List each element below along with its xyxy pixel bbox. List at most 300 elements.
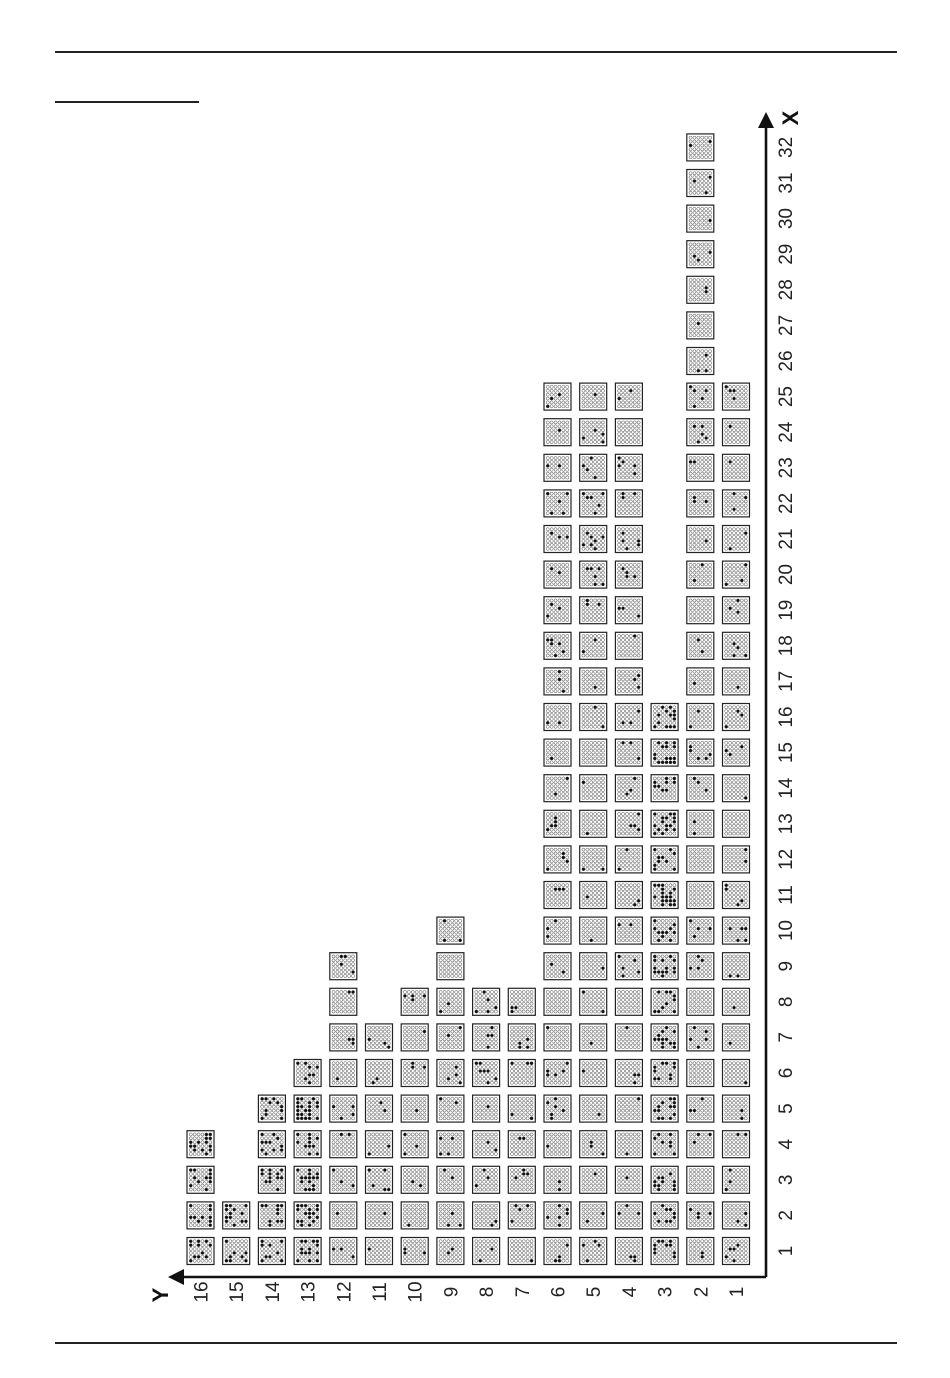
empty-dot bbox=[729, 464, 732, 467]
empty-dot bbox=[601, 468, 604, 471]
empty-dot bbox=[705, 496, 708, 499]
empty-dot bbox=[701, 318, 704, 321]
empty-dot bbox=[701, 638, 704, 641]
empty-dot bbox=[725, 682, 728, 685]
empty-dot bbox=[705, 714, 708, 717]
empty-dot bbox=[558, 1073, 561, 1076]
empty-dot bbox=[653, 998, 656, 1001]
empty-dot bbox=[566, 1216, 569, 1219]
empty-dot bbox=[689, 282, 692, 285]
empty-dot bbox=[586, 1149, 589, 1152]
empty-dot bbox=[701, 405, 704, 408]
empty-dot bbox=[709, 690, 712, 693]
empty-dot bbox=[594, 433, 597, 436]
empty-dot bbox=[598, 955, 601, 958]
empty-dot bbox=[697, 963, 700, 966]
empty-dot bbox=[701, 496, 704, 499]
empty-dot bbox=[554, 1255, 557, 1258]
empty-dot bbox=[625, 496, 628, 499]
empty-dot bbox=[594, 998, 597, 1001]
empty-dot bbox=[582, 1212, 585, 1215]
empty-dot bbox=[562, 1240, 565, 1243]
empty-dot bbox=[740, 796, 743, 799]
empty-dot bbox=[733, 1145, 736, 1148]
empty-dot bbox=[705, 991, 708, 994]
empty-dot bbox=[736, 1176, 739, 1179]
empty-dot bbox=[625, 1133, 628, 1136]
empty-dot bbox=[729, 714, 732, 717]
empty-dot bbox=[601, 1172, 604, 1175]
empty-dot bbox=[725, 618, 728, 621]
dot-cell bbox=[723, 953, 750, 980]
filled-dot bbox=[725, 888, 728, 891]
empty-dot bbox=[554, 1046, 557, 1049]
empty-dot bbox=[709, 793, 712, 796]
empty-dot bbox=[733, 512, 736, 515]
empty-dot bbox=[558, 1042, 561, 1045]
empty-dot bbox=[622, 599, 625, 602]
dot-cell bbox=[580, 490, 607, 517]
filled-dot bbox=[657, 1038, 660, 1041]
empty-dot bbox=[701, 152, 704, 155]
empty-dot bbox=[590, 547, 593, 550]
empty-dot bbox=[705, 504, 708, 507]
empty-dot bbox=[629, 476, 632, 479]
empty-dot bbox=[601, 539, 604, 542]
empty-dot bbox=[554, 1141, 557, 1144]
empty-dot bbox=[582, 1141, 585, 1144]
empty-dot bbox=[558, 1006, 561, 1009]
empty-dot bbox=[594, 646, 597, 649]
empty-dot bbox=[701, 294, 704, 297]
empty-dot bbox=[653, 860, 656, 863]
dot-cell bbox=[580, 1131, 607, 1158]
filled-dot bbox=[669, 991, 672, 994]
empty-dot bbox=[669, 785, 672, 788]
filled-dot bbox=[657, 828, 660, 831]
filled-dot bbox=[744, 927, 747, 930]
empty-dot bbox=[550, 1077, 553, 1080]
empty-dot bbox=[744, 425, 747, 428]
empty-dot bbox=[733, 852, 736, 855]
empty-dot bbox=[697, 618, 700, 621]
empty-dot bbox=[590, 816, 593, 819]
empty-dot bbox=[629, 401, 632, 404]
empty-dot bbox=[697, 583, 700, 586]
empty-dot bbox=[637, 528, 640, 531]
empty-dot bbox=[625, 816, 628, 819]
empty-dot bbox=[618, 1101, 621, 1104]
empty-dot bbox=[629, 437, 632, 440]
empty-dot bbox=[709, 1097, 712, 1100]
filled-dot bbox=[705, 290, 708, 293]
empty-dot bbox=[633, 1141, 636, 1144]
empty-dot bbox=[622, 1042, 625, 1045]
empty-dot bbox=[633, 927, 636, 930]
empty-dot bbox=[629, 567, 632, 570]
empty-dot bbox=[637, 603, 640, 606]
empty-dot bbox=[661, 813, 664, 816]
empty-dot bbox=[693, 476, 696, 479]
empty-dot bbox=[622, 860, 625, 863]
empty-dot bbox=[653, 1141, 656, 1144]
empty-dot bbox=[550, 1026, 553, 1029]
empty-dot bbox=[740, 1073, 743, 1076]
empty-dot bbox=[590, 888, 593, 891]
empty-dot bbox=[729, 1149, 732, 1152]
empty-dot bbox=[669, 888, 672, 891]
empty-dot bbox=[725, 856, 728, 859]
empty-dot bbox=[701, 1248, 704, 1251]
empty-dot bbox=[637, 955, 640, 958]
empty-dot bbox=[733, 816, 736, 819]
empty-dot bbox=[697, 895, 700, 898]
empty-dot bbox=[622, 757, 625, 760]
empty-dot bbox=[744, 828, 747, 831]
empty-dot bbox=[598, 393, 601, 396]
empty-dot bbox=[637, 1248, 640, 1251]
empty-dot bbox=[705, 1255, 708, 1258]
empty-dot bbox=[594, 492, 597, 495]
filled-dot bbox=[673, 1188, 676, 1191]
empty-dot bbox=[562, 994, 565, 997]
empty-dot bbox=[701, 504, 704, 507]
empty-dot bbox=[622, 1073, 625, 1076]
filled-dot bbox=[733, 389, 736, 392]
empty-dot bbox=[701, 1010, 704, 1013]
empty-dot bbox=[701, 753, 704, 756]
empty-dot bbox=[637, 678, 640, 681]
empty-dot bbox=[697, 789, 700, 792]
empty-dot bbox=[693, 638, 696, 641]
empty-dot bbox=[637, 437, 640, 440]
empty-dot bbox=[601, 994, 604, 997]
empty-dot bbox=[693, 314, 696, 317]
empty-dot bbox=[582, 389, 585, 392]
empty-dot bbox=[657, 813, 660, 816]
empty-dot bbox=[594, 385, 597, 388]
filled-dot bbox=[669, 955, 672, 958]
empty-dot bbox=[705, 279, 708, 282]
empty-dot bbox=[693, 749, 696, 752]
empty-dot bbox=[689, 563, 692, 566]
empty-dot bbox=[693, 678, 696, 681]
empty-dot bbox=[582, 1109, 585, 1112]
empty-dot bbox=[709, 512, 712, 515]
empty-dot bbox=[701, 931, 704, 934]
empty-dot bbox=[633, 714, 636, 717]
empty-dot bbox=[725, 1212, 728, 1215]
empty-dot bbox=[637, 642, 640, 645]
empty-dot bbox=[625, 813, 628, 816]
empty-dot bbox=[554, 1002, 557, 1005]
empty-dot bbox=[633, 1133, 636, 1136]
filled-dot bbox=[653, 1152, 656, 1155]
empty-dot bbox=[693, 326, 696, 329]
empty-dot bbox=[697, 286, 700, 289]
filled-dot bbox=[729, 547, 732, 550]
empty-dot bbox=[705, 536, 708, 539]
filled-dot bbox=[657, 1184, 660, 1187]
empty-dot bbox=[673, 860, 676, 863]
empty-dot bbox=[629, 1141, 632, 1144]
empty-dot bbox=[633, 1176, 636, 1179]
empty-dot bbox=[729, 967, 732, 970]
empty-dot bbox=[661, 721, 664, 724]
filled-dot bbox=[657, 1105, 660, 1108]
empty-dot bbox=[586, 796, 589, 799]
empty-dot bbox=[729, 1137, 732, 1140]
empty-dot bbox=[661, 1133, 664, 1136]
empty-dot bbox=[601, 1141, 604, 1144]
empty-dot bbox=[701, 721, 704, 724]
empty-dot bbox=[629, 714, 632, 717]
empty-dot bbox=[744, 785, 747, 788]
empty-dot bbox=[729, 646, 732, 649]
empty-dot bbox=[693, 895, 696, 898]
empty-dot bbox=[744, 1188, 747, 1191]
empty-dot bbox=[598, 816, 601, 819]
empty-dot bbox=[744, 472, 747, 475]
filled-dot bbox=[637, 674, 640, 677]
empty-dot bbox=[729, 1077, 732, 1080]
filled-dot bbox=[582, 543, 585, 546]
empty-dot bbox=[744, 919, 747, 922]
empty-dot bbox=[566, 1137, 569, 1140]
empty-dot bbox=[673, 1208, 676, 1211]
empty-dot bbox=[622, 1010, 625, 1013]
empty-dot bbox=[598, 860, 601, 863]
empty-dot bbox=[637, 1133, 640, 1136]
empty-dot bbox=[546, 1113, 549, 1116]
empty-dot bbox=[729, 745, 732, 748]
filled-dot bbox=[554, 1259, 557, 1262]
empty-dot bbox=[701, 176, 704, 179]
empty-dot bbox=[657, 1216, 660, 1219]
empty-dot bbox=[598, 761, 601, 764]
empty-dot bbox=[598, 457, 601, 460]
empty-dot bbox=[725, 1180, 728, 1183]
empty-dot bbox=[705, 251, 708, 254]
filled-dot bbox=[697, 1216, 700, 1219]
empty-dot bbox=[554, 1077, 557, 1080]
empty-dot bbox=[733, 1030, 736, 1033]
empty-dot bbox=[622, 796, 625, 799]
empty-dot bbox=[653, 903, 656, 906]
filled-dot bbox=[661, 1117, 664, 1120]
empty-dot bbox=[733, 429, 736, 432]
empty-dot bbox=[733, 717, 736, 720]
empty-dot bbox=[701, 935, 704, 938]
filled-dot bbox=[701, 959, 704, 962]
empty-dot bbox=[697, 856, 700, 859]
empty-dot bbox=[622, 959, 625, 962]
filled-dot bbox=[661, 959, 664, 962]
empty-dot bbox=[554, 1169, 557, 1172]
empty-dot bbox=[705, 1101, 708, 1104]
filled-dot bbox=[625, 1026, 628, 1029]
empty-dot bbox=[633, 401, 636, 404]
empty-dot bbox=[689, 429, 692, 432]
empty-dot bbox=[697, 820, 700, 823]
empty-dot bbox=[729, 401, 732, 404]
filled-dot bbox=[665, 745, 668, 748]
empty-dot bbox=[697, 1081, 700, 1084]
empty-dot bbox=[633, 745, 636, 748]
empty-dot bbox=[622, 1066, 625, 1069]
empty-dot bbox=[709, 1248, 712, 1251]
empty-dot bbox=[725, 816, 728, 819]
filled-dot bbox=[637, 710, 640, 713]
empty-dot bbox=[637, 563, 640, 566]
empty-dot bbox=[744, 678, 747, 681]
empty-dot bbox=[550, 1255, 553, 1258]
empty-dot bbox=[625, 1101, 628, 1104]
empty-dot bbox=[562, 1002, 565, 1005]
empty-dot bbox=[622, 401, 625, 404]
empty-dot bbox=[736, 1216, 739, 1219]
filled-dot bbox=[689, 460, 692, 463]
empty-dot bbox=[689, 365, 692, 368]
empty-dot bbox=[586, 563, 589, 566]
empty-dot bbox=[709, 152, 712, 155]
empty-dot bbox=[594, 650, 597, 653]
empty-dot bbox=[733, 1224, 736, 1227]
empty-dot bbox=[598, 1026, 601, 1029]
empty-dot bbox=[637, 635, 640, 638]
filled-dot bbox=[701, 1255, 704, 1258]
empty-dot bbox=[693, 1251, 696, 1254]
empty-dot bbox=[618, 678, 621, 681]
empty-dot bbox=[601, 749, 604, 752]
empty-dot bbox=[622, 512, 625, 515]
empty-dot bbox=[622, 1208, 625, 1211]
empty-dot bbox=[629, 543, 632, 546]
empty-dot bbox=[637, 690, 640, 693]
empty-dot bbox=[586, 919, 589, 922]
empty-dot bbox=[697, 294, 700, 297]
filled-dot bbox=[709, 140, 712, 143]
empty-dot bbox=[689, 405, 692, 408]
empty-dot bbox=[701, 512, 704, 515]
empty-dot bbox=[689, 753, 692, 756]
empty-dot bbox=[701, 1062, 704, 1065]
empty-dot bbox=[657, 781, 660, 784]
empty-dot bbox=[665, 1070, 668, 1073]
empty-dot bbox=[554, 1224, 557, 1227]
filled-dot bbox=[673, 781, 676, 784]
empty-dot bbox=[590, 642, 593, 645]
empty-dot bbox=[705, 741, 708, 744]
empty-dot bbox=[622, 1034, 625, 1037]
empty-dot bbox=[701, 1034, 704, 1037]
empty-dot bbox=[586, 476, 589, 479]
empty-dot bbox=[740, 476, 743, 479]
empty-dot bbox=[598, 785, 601, 788]
filled-dot bbox=[657, 761, 660, 764]
empty-dot bbox=[554, 1081, 557, 1084]
empty-dot bbox=[709, 618, 712, 621]
empty-dot bbox=[554, 1248, 557, 1251]
empty-dot bbox=[598, 753, 601, 756]
empty-dot bbox=[622, 686, 625, 689]
empty-dot bbox=[590, 615, 593, 618]
empty-dot bbox=[729, 1070, 732, 1073]
empty-dot bbox=[622, 405, 625, 408]
empty-dot bbox=[550, 1042, 553, 1045]
empty-dot bbox=[637, 1026, 640, 1029]
empty-dot bbox=[740, 496, 743, 499]
empty-dot bbox=[709, 247, 712, 250]
empty-dot bbox=[625, 492, 628, 495]
empty-dot bbox=[725, 745, 728, 748]
empty-dot bbox=[594, 1149, 597, 1152]
empty-dot bbox=[598, 1038, 601, 1041]
filled-dot bbox=[689, 1109, 692, 1112]
empty-dot bbox=[601, 761, 604, 764]
empty-dot bbox=[693, 1169, 696, 1172]
filled-dot bbox=[733, 642, 736, 645]
empty-dot bbox=[601, 1097, 604, 1100]
filled-dot bbox=[665, 1220, 668, 1223]
empty-dot bbox=[740, 539, 743, 542]
dot-cell bbox=[723, 526, 750, 553]
empty-dot bbox=[689, 686, 692, 689]
empty-dot bbox=[733, 1176, 736, 1179]
empty-dot bbox=[622, 761, 625, 764]
empty-dot bbox=[625, 1109, 628, 1112]
empty-dot bbox=[590, 635, 593, 638]
empty-dot bbox=[629, 607, 632, 610]
empty-dot bbox=[622, 781, 625, 784]
empty-dot bbox=[725, 757, 728, 760]
filled-dot bbox=[689, 144, 692, 147]
empty-dot bbox=[725, 1066, 728, 1069]
filled-dot bbox=[669, 1042, 672, 1045]
empty-dot bbox=[725, 539, 728, 542]
empty-dot bbox=[629, 1066, 632, 1069]
empty-dot bbox=[725, 397, 728, 400]
empty-dot bbox=[625, 397, 628, 400]
filled-dot bbox=[665, 777, 668, 780]
empty-dot bbox=[705, 638, 708, 641]
empty-dot bbox=[744, 1026, 747, 1029]
empty-dot bbox=[665, 753, 668, 756]
filled-dot bbox=[665, 824, 668, 827]
empty-dot bbox=[740, 1026, 743, 1029]
empty-dot bbox=[689, 528, 692, 531]
empty-dot bbox=[689, 1101, 692, 1104]
empty-dot bbox=[601, 1216, 604, 1219]
empty-dot bbox=[637, 1184, 640, 1187]
empty-dot bbox=[622, 1169, 625, 1172]
empty-dot bbox=[697, 1244, 700, 1247]
empty-dot bbox=[590, 781, 593, 784]
empty-dot bbox=[693, 294, 696, 297]
filled-dot bbox=[653, 864, 656, 867]
filled-dot bbox=[653, 813, 656, 816]
empty-dot bbox=[701, 642, 704, 645]
empty-dot bbox=[633, 832, 636, 835]
empty-dot bbox=[629, 1176, 632, 1179]
empty-dot bbox=[601, 611, 604, 614]
empty-dot bbox=[566, 1188, 569, 1191]
empty-dot bbox=[590, 1208, 593, 1211]
empty-dot bbox=[725, 931, 728, 934]
empty-dot bbox=[693, 262, 696, 265]
empty-dot bbox=[582, 1073, 585, 1076]
empty-dot bbox=[701, 243, 704, 246]
